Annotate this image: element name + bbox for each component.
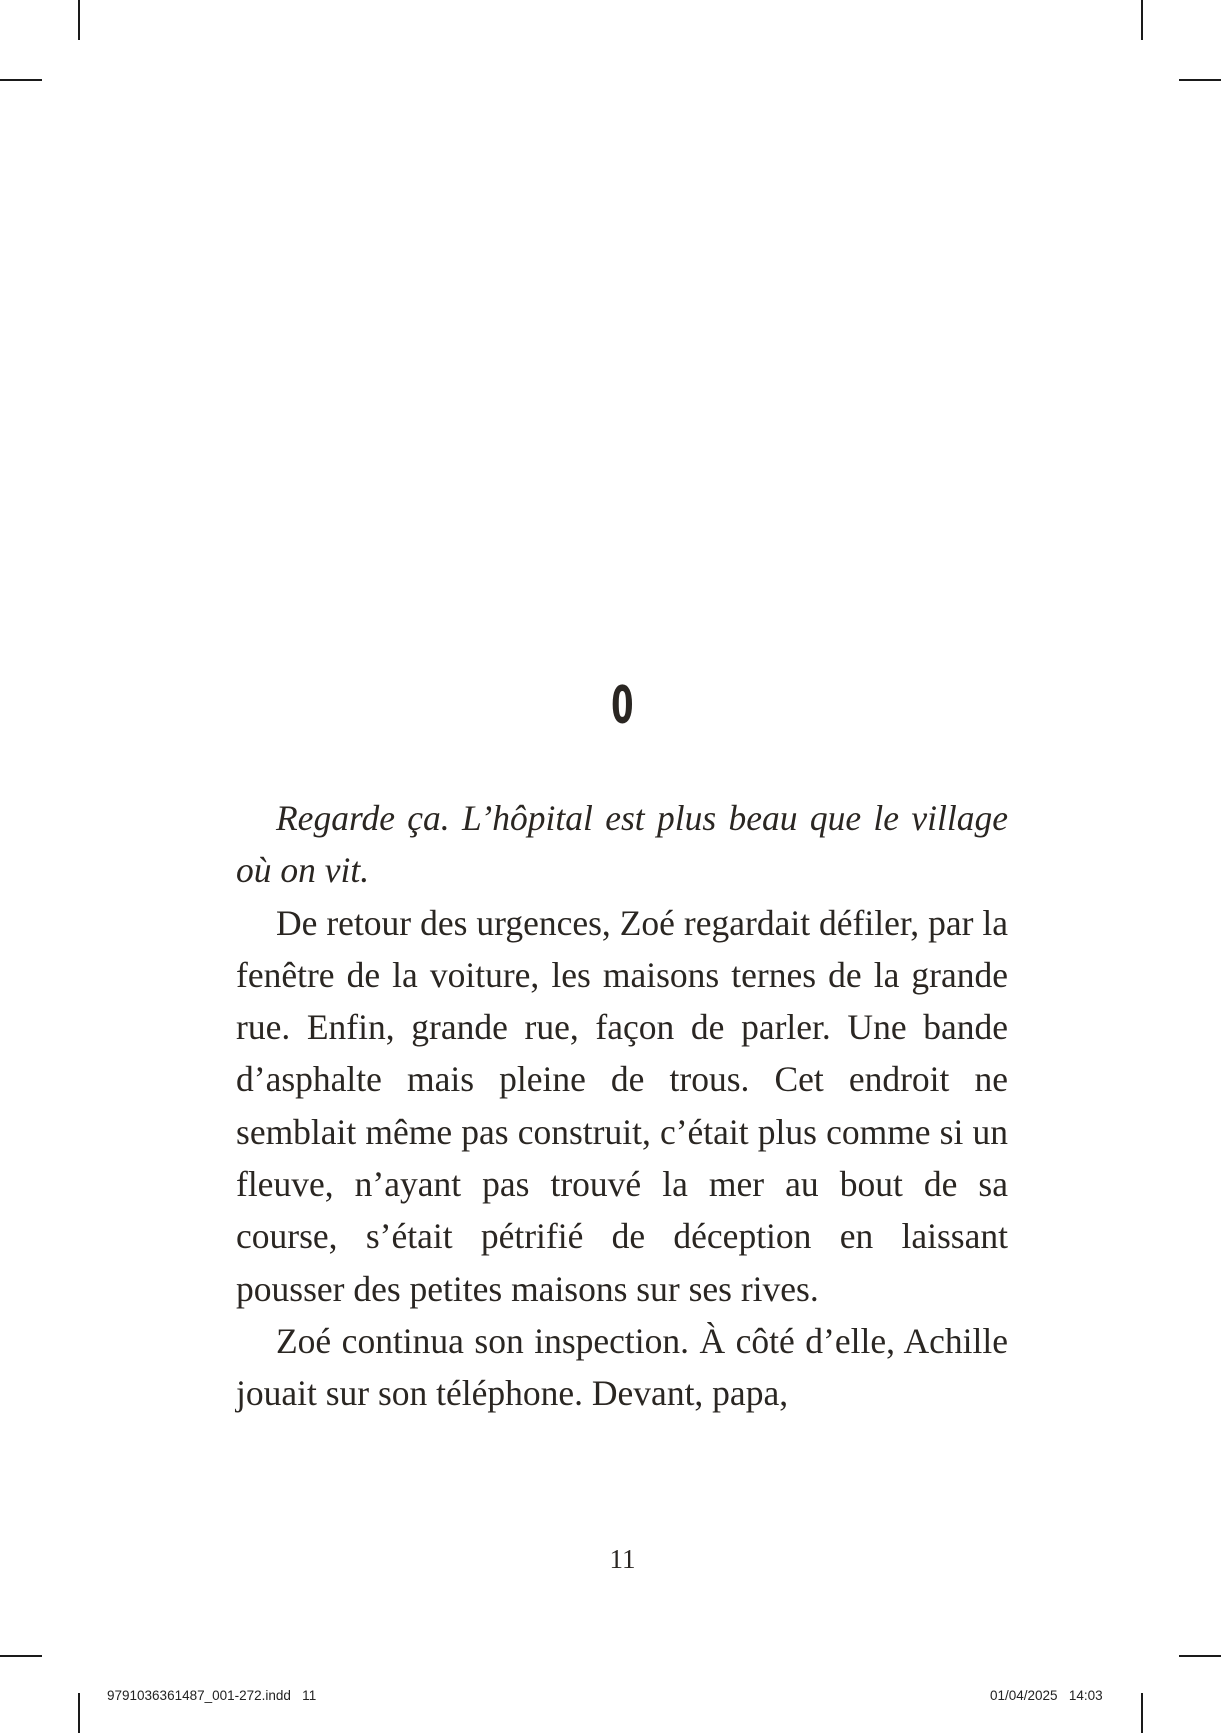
- paragraph: De retour des urgences, Zoé regardait défiler, par la fenêtre de la voiture, les maisons ternes de la grande rue. Enfin, grande rue, façon de parler. Une bande d’asphalte mais pleine de trous. Cet endroit ne semblait même pas construit, c’était plus comme si un fleuve, n’ayant pas trouvé la mer au bout de sa course, s’était pétrifié de déception en laissant pousser des petites maisons sur ses rives.: [236, 902, 1008, 1309]
- crop-mark-right-bottom: [1179, 1655, 1221, 1657]
- crop-mark-left-top: [0, 79, 42, 81]
- slug-file-name: 9791036361487_001-272.indd 11: [107, 1688, 317, 1703]
- crop-mark-bottom-left: [78, 1693, 80, 1733]
- crop-mark-left-bottom: [0, 1655, 42, 1657]
- slug-datetime: 01/04/2025 14:03: [990, 1688, 1103, 1703]
- page-number: 11: [609, 1544, 636, 1574]
- crop-mark-top-left: [78, 0, 80, 40]
- paragraph-italic-quote: Regarde ça. L’hôpital est plus beau que le village où on vit.: [236, 798, 1008, 891]
- paragraph: Zoé continua son inspection. À côté d’elle, Achille jouait sur son téléphone. Devant, papa,: [236, 1320, 1008, 1414]
- crop-mark-right-top: [1179, 79, 1221, 81]
- crop-mark-bottom-right: [1141, 1693, 1143, 1733]
- crop-mark-top-right: [1141, 0, 1143, 40]
- chapter-number: 0: [611, 676, 634, 736]
- body-text: [236, 792, 1008, 1420]
